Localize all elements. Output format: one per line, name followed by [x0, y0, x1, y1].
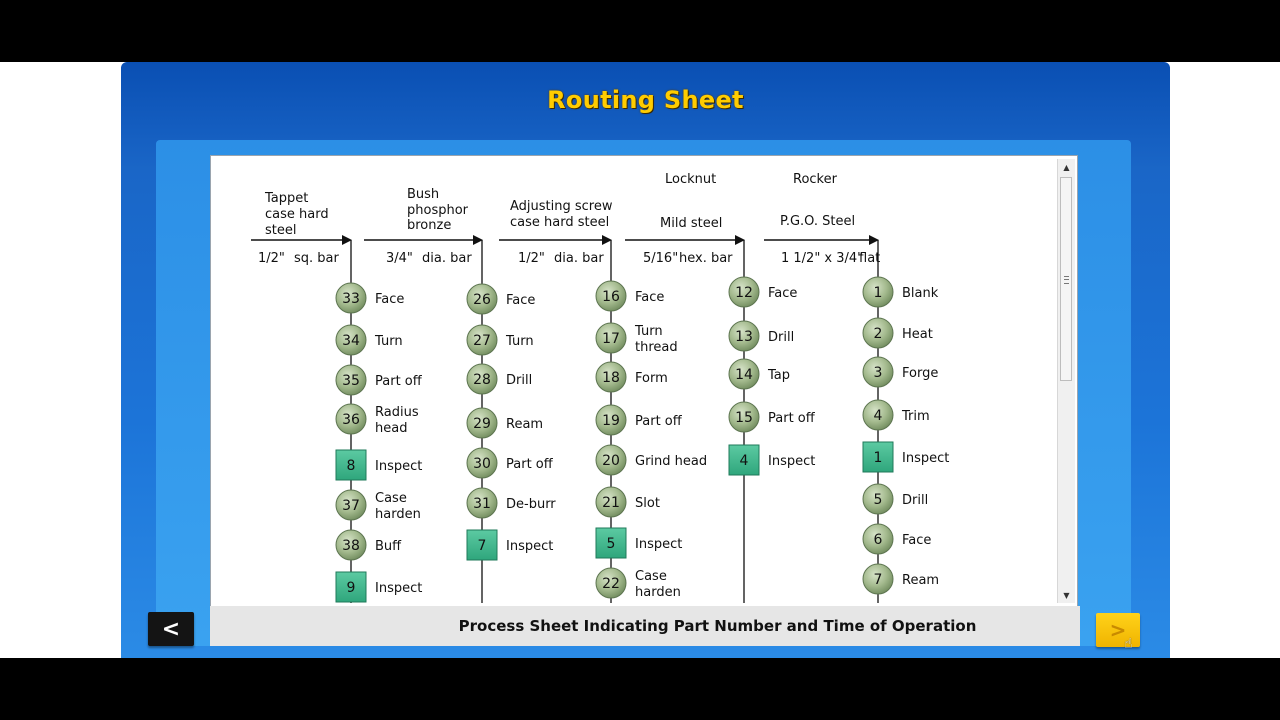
routing-sheet-canvas	[218, 163, 1060, 603]
step-label: Inspect	[768, 454, 816, 469]
step-label: Case	[375, 491, 407, 506]
hand-cursor-icon: ☝	[1124, 636, 1133, 652]
caption-bar	[210, 606, 1080, 646]
step-label: Tap	[768, 368, 791, 383]
material-form: dia. bar	[422, 251, 472, 266]
part-name-bush-1: Bush	[407, 187, 440, 202]
step-label: Turn	[635, 324, 663, 339]
step-label: Turn	[375, 334, 403, 349]
step-number: 38	[342, 538, 360, 554]
operation-step	[596, 281, 664, 311]
step-label: Trim	[902, 409, 930, 424]
step-number: 3	[873, 365, 883, 381]
part-name-bush-3: bronze	[407, 218, 452, 233]
step-number: 21	[602, 495, 620, 511]
material-size: 1 1/2" x 3/4"	[781, 251, 864, 266]
step-number: 17	[602, 331, 620, 347]
step-number: 22	[602, 576, 620, 592]
part-name-rocker-1: Rocker	[793, 172, 837, 187]
step-label: Face	[902, 533, 932, 548]
back-button[interactable]: <	[148, 612, 194, 646]
step-number: 16	[602, 289, 620, 305]
material-form: sq. bar	[294, 251, 339, 266]
operation-step	[863, 277, 939, 307]
step-label: harden	[635, 585, 681, 600]
grip-icon	[1064, 276, 1069, 284]
operation-step	[596, 487, 660, 517]
figure-caption: Process Sheet Indicating Part Number and Time of Operation	[458, 617, 977, 635]
operation-step	[467, 325, 534, 355]
operation-step	[596, 362, 668, 392]
scroll-down-arrow-icon[interactable]: ▼	[1063, 590, 1070, 600]
step-label: Slot	[635, 496, 660, 511]
step-number: 37	[342, 498, 360, 514]
material-size: 1/2"	[258, 251, 285, 266]
step-label: Drill	[768, 330, 795, 345]
inspection-step	[729, 445, 815, 475]
step-number: 9	[346, 580, 356, 596]
operation-step	[336, 365, 423, 395]
step-label: Face	[635, 290, 665, 305]
part-name-tappet-2: case hard	[265, 207, 329, 222]
step-label: Inspect	[375, 459, 423, 474]
step-number: 13	[735, 329, 753, 345]
page-title: Routing Sheet	[547, 86, 744, 114]
step-number: 20	[602, 453, 620, 469]
operation-step	[863, 524, 931, 554]
inspection-step	[467, 530, 553, 560]
operation-step	[863, 400, 930, 430]
step-label: Ream	[902, 573, 940, 588]
step-label: Blank	[902, 286, 939, 301]
operation-step	[467, 408, 543, 438]
routing-sheet-viewer[interactable]	[210, 155, 1078, 607]
scroll-up-arrow-icon[interactable]: ▲	[1063, 162, 1070, 172]
routing-sheet-diagram	[218, 163, 1060, 603]
vertical-scrollbar[interactable]	[1057, 159, 1075, 603]
step-label: Ream	[506, 417, 544, 432]
step-number: 5	[606, 536, 616, 552]
operation-step	[863, 357, 938, 387]
step-number: 29	[473, 416, 491, 432]
step-number: 19	[602, 413, 620, 429]
scrollbar-thumb[interactable]	[1060, 177, 1072, 381]
operation-step	[596, 405, 683, 435]
operation-step	[336, 404, 419, 436]
operation-step	[863, 564, 939, 594]
step-label: harden	[375, 507, 421, 522]
next-button[interactable]: >	[1096, 613, 1140, 647]
material-form: dia. bar	[554, 251, 604, 266]
step-number: 27	[473, 333, 491, 349]
operation-step	[336, 490, 421, 522]
operation-step	[863, 318, 933, 348]
part-name-tappet-1: Tappet	[265, 191, 309, 206]
step-number: 5	[873, 492, 883, 508]
operation-step	[596, 445, 707, 475]
step-number: 4	[739, 453, 749, 469]
part-name-locknut-2: Mild steel	[660, 216, 723, 231]
step-number: 30	[473, 456, 491, 472]
step-number: 31	[473, 496, 491, 512]
operation-step	[336, 530, 402, 560]
step-label: Turn	[506, 334, 534, 349]
operation-step	[729, 402, 816, 432]
step-label: Face	[375, 292, 405, 307]
material-form: flat	[859, 251, 881, 266]
step-label: Part off	[506, 457, 553, 472]
step-label: thread	[635, 340, 678, 355]
step-number: 33	[342, 291, 360, 307]
step-label: Radius	[375, 405, 419, 420]
operation-step	[336, 325, 403, 355]
inspection-step	[863, 442, 949, 472]
operation-step	[596, 323, 678, 355]
part-name-tappet-3: steel	[265, 223, 297, 238]
operation-step	[467, 448, 554, 478]
part-name-locknut-1: Locknut	[665, 172, 717, 187]
inspection-step	[336, 572, 422, 602]
step-label: Case	[635, 569, 667, 584]
operation-step	[729, 277, 797, 307]
material-size: 1/2"	[518, 251, 545, 266]
step-label: head	[375, 421, 408, 436]
step-number: 26	[473, 292, 491, 308]
step-label: De-burr	[506, 497, 556, 512]
step-label: Buff	[375, 539, 402, 554]
step-number: 7	[873, 572, 883, 588]
material-size: 3/4"	[386, 251, 413, 266]
step-label: Inspect	[902, 451, 950, 466]
step-label: Heat	[902, 327, 933, 342]
part-name-bush-2: phosphor	[407, 203, 469, 218]
step-number: 2	[873, 326, 883, 342]
operation-step	[596, 568, 681, 600]
part-name-screw-1: Adjusting screw	[510, 199, 613, 214]
step-label: Inspect	[635, 537, 683, 552]
operation-step	[729, 321, 794, 351]
inspection-step	[596, 528, 682, 558]
step-number: 14	[735, 367, 753, 383]
step-number: 7	[477, 538, 487, 554]
step-label: Grind head	[635, 454, 708, 469]
material-arrows	[251, 235, 879, 245]
operation-step	[467, 364, 532, 394]
step-label: Inspect	[375, 581, 423, 596]
step-number: 28	[473, 372, 491, 388]
step-label: Forge	[902, 366, 939, 381]
part-name-rocker-2: P.G.O. Steel	[780, 214, 856, 229]
step-label: Part off	[375, 374, 422, 389]
column-headers	[264, 172, 855, 238]
step-number: 12	[735, 285, 753, 301]
step-label: Inspect	[506, 539, 554, 554]
step-number: 8	[346, 458, 356, 474]
material-form: hex. bar	[679, 251, 733, 266]
step-label: Drill	[902, 493, 929, 508]
step-label: Part off	[768, 411, 815, 426]
operation-step	[467, 284, 535, 314]
step-number: 35	[342, 373, 360, 389]
step-label: Face	[506, 293, 536, 308]
operation-step	[863, 484, 928, 514]
operation-step	[729, 359, 790, 389]
step-number: 18	[602, 370, 620, 386]
step-number: 1	[873, 285, 883, 301]
step-label: Drill	[506, 373, 533, 388]
part-name-screw-2: case hard steel	[510, 215, 610, 230]
inspection-step	[336, 450, 422, 480]
step-number: 4	[873, 408, 883, 424]
step-number: 34	[342, 333, 360, 349]
operation-step	[467, 488, 556, 518]
material-size: 5/16"	[643, 251, 679, 266]
step-label: Form	[635, 371, 668, 386]
step-number: 36	[342, 412, 360, 428]
operation-step	[336, 283, 404, 313]
step-number: 6	[873, 532, 883, 548]
step-number: 15	[735, 410, 753, 426]
step-number: 1	[873, 450, 883, 466]
operation-flows	[336, 240, 949, 603]
step-label: Face	[768, 286, 798, 301]
step-label: Part off	[635, 414, 682, 429]
